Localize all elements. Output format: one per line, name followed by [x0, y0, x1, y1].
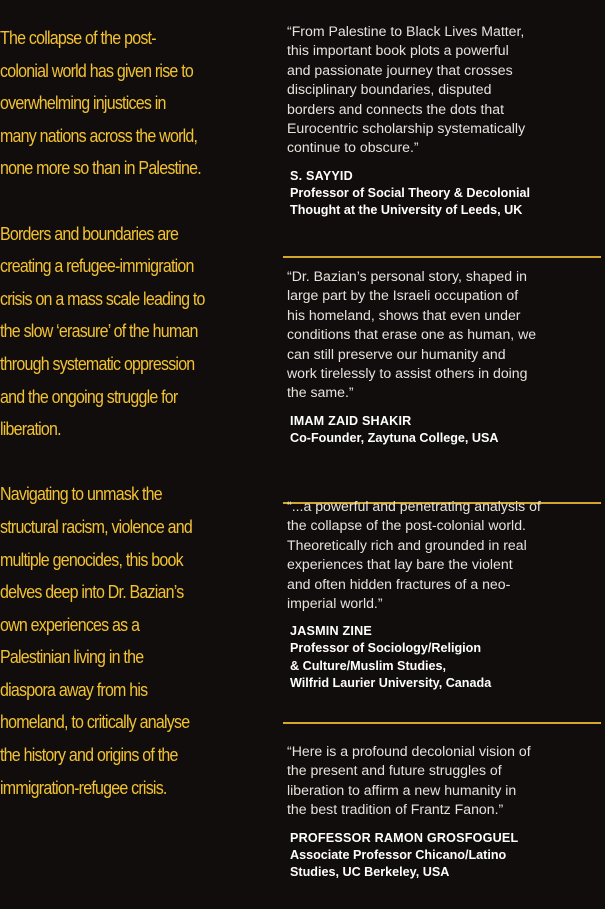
endorser-title: Professor of Sociology/Religion & Culture/Muslim Studies, Wilfrid Laurier University, Canada: [290, 641, 492, 690]
divider-line: [283, 256, 601, 258]
endorsement-quote: “Here is a profound decolonial vision of the present and future struggles of liberation to affirm a new humanity in the best tradition of Frantz Fanon.”: [287, 743, 531, 818]
endorser-name: IMAM ZAID SHAKIR: [290, 413, 412, 428]
endorser-name: PROFESSOR RAMON GROSFOGUEL: [290, 830, 519, 845]
endorsement-2: [283, 267, 536, 447]
endorser-title: Professor of Social Theory & Decolonial Thought at the University of Leeds, UK: [290, 185, 531, 218]
endorsement-4: [283, 742, 531, 881]
endorser-title: Associate Professor Chicano/Latino Studies, UC Berkeley, USA: [290, 847, 507, 879]
blurb-paragraph-1: The collapse of the post- colonial world has given rise to overwhelming injustices in many nations across the world, none more so than in Palestine.: [0, 27, 201, 179]
endorsement-quote: “From Palestine to Black Lives Matter, this important book plots a powerful and passionate journey that crosses disciplinary boundaries, disputed borders and connects the dots that Eurocentric scholarship systematically continue to obscure.”: [287, 23, 526, 156]
endorsement-1: [283, 22, 530, 219]
endorsement-quote: “...a powerful and penetrating analysis of the collapse of the post-colonial world. Theoretically rich and grounded in real experiences that lay bare the violent and often hidden fractures of a neo- imperial world.”: [287, 498, 541, 612]
blurb-paragraph-3: Navigating to unmask the structural racism, violence and multiple genocides, this book delves deep into Dr. Bazian’s own experiences as a Palestinian living in the diaspora away from his homeland, to critically analyse the history and origins of the immigration-refugee crisis.: [0, 483, 192, 798]
endorser-title: Co-Founder, Zaytuna College, USA: [290, 430, 499, 445]
blurb-paragraph-2: Borders and boundaries are creating a refugee-immigration crisis on a mass scale leading to the slow ‘erasure’ of the human through systematic oppression and the ongoing struggle for liberation.: [0, 222, 205, 440]
divider-line: [283, 722, 601, 724]
blurb-column: [0, 22, 262, 837]
endorsement-quote: “Dr. Bazian’s personal story, shaped in large part by the Israeli occupation of his homeland, shows that even under conditions that erase one as human, we can still preserve our humanity and work tirelessly to assist others in doing the same.”: [287, 268, 537, 401]
endorser-name: S. SAYYID: [290, 168, 353, 183]
endorsement-3: [283, 497, 541, 692]
endorser-name: JASMIN ZINE: [290, 624, 372, 639]
